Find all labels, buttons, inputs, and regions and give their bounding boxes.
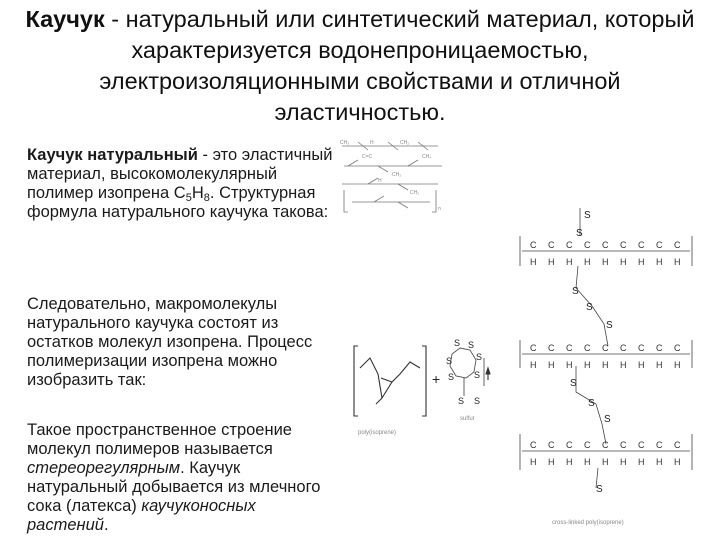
paragraph-natural-rubber — [27, 146, 337, 222]
para3-text3: . — [103, 516, 109, 534]
carbon-atom-label: C — [530, 240, 537, 250]
svg-text:CH₃: CH₃ — [340, 140, 350, 146]
svg-text:CH₂: CH₂ — [392, 172, 402, 178]
para1-text: - это эластичный материал, высокомолекулярный полимер изопрена С — [27, 146, 333, 202]
carbon-atom-label: C — [584, 440, 591, 450]
hydrogen-atom-label: H — [602, 257, 609, 267]
carbon-atom-label: C — [602, 240, 609, 250]
hydrogen-atom-label: H — [566, 360, 573, 370]
hydrogen-atom-label: H — [620, 457, 627, 467]
s8-s-5: S — [448, 372, 455, 382]
s8-s-2: S — [468, 340, 475, 350]
hydrogen-atom-label: H — [584, 457, 591, 467]
hydrogen-atom-label: H — [638, 257, 645, 267]
carbon-atom-label: C — [548, 240, 555, 250]
hydrogen-atom-label: H — [548, 457, 555, 467]
cl-s-top: S — [584, 210, 591, 221]
polymerization-scheme — [348, 338, 510, 438]
carbon-atom-label: C — [656, 240, 663, 250]
cl-s-a2: S — [586, 302, 593, 313]
hydrogen-atom-label: H — [674, 257, 681, 267]
hydrogen-atom-label: H — [620, 257, 627, 267]
heading-text: - натуральный или синтетический материал, который характеризуется водонепроницаемостью, электроизоляционными свойствами и отличной эластичностью. — [99, 6, 695, 125]
s8-s-8: S — [474, 396, 481, 406]
page-heading — [18, 4, 702, 128]
caption-polyisoprene: poly(isoprene) — [358, 430, 397, 436]
carbon-atom-label: C — [530, 440, 537, 450]
caption-sulfur: sulfur — [460, 416, 475, 422]
cl-s-a1: S — [572, 286, 579, 297]
carbon-atom-label: C — [620, 440, 627, 450]
carbon-atom-label: C — [656, 343, 663, 353]
cross-linked-drawing — [508, 206, 716, 536]
carbon-atom-label: C — [602, 343, 609, 353]
carbon-atom-label: C — [548, 440, 555, 450]
heading-term: Каучук — [25, 6, 105, 32]
para1-term: Каучук натуральный — [27, 146, 198, 164]
hydrogen-atom-label: H — [548, 360, 555, 370]
structural-formula-figure — [338, 136, 448, 218]
paragraph-stereoregular — [27, 421, 337, 535]
carbon-atom-label: C — [566, 240, 573, 250]
carbon-atom-label: C — [566, 440, 573, 450]
hydrogen-atom-label: H — [674, 360, 681, 370]
carbon-atom-label: C — [530, 343, 537, 353]
s8-s-7: S — [458, 396, 465, 406]
hydrogen-atom-label: H — [674, 457, 681, 467]
para2-text: Следовательно, макромолекулы натурального каучука состоят из остатков молекул изопрена. Процесс полимеризации изопрена можно изобразить так: — [27, 295, 313, 389]
hydrogen-atom-label: H — [566, 257, 573, 267]
s8-s-4: S — [446, 356, 453, 366]
hydrogen-atom-label: H — [656, 257, 663, 267]
svg-text:CH₂: CH₂ — [410, 190, 420, 196]
carbon-atom-label: C — [584, 343, 591, 353]
carbon-atom-label: C — [638, 440, 645, 450]
cross-linked-figure — [508, 206, 716, 536]
svg-text:CH₂: CH₂ — [400, 140, 410, 146]
s8-s-3: S — [476, 352, 483, 362]
hydrogen-atom-label: H — [638, 360, 645, 370]
svg-text:H: H — [370, 140, 374, 146]
hydrogen-atom-label: H — [530, 457, 537, 467]
carbon-atom-label: C — [638, 343, 645, 353]
paragraph-macromolecules — [27, 295, 337, 390]
svg-text:n: n — [438, 206, 441, 212]
hydrogen-atom-label: H — [602, 457, 609, 467]
cl-s-b1: S — [570, 378, 577, 389]
carbon-atom-label: C — [674, 240, 681, 250]
formula-h: Н — [191, 184, 204, 202]
hydrogen-atom-label: H — [548, 257, 555, 267]
hydrogen-atom-label: H — [530, 360, 537, 370]
structural-formula-drawing — [338, 136, 448, 218]
caption-cross-linked: cross-linked poly(isoprene) — [552, 520, 624, 526]
para3-italic-plants: каучуконосных растений — [27, 497, 256, 534]
carbon-atom-label: C — [566, 343, 573, 353]
svg-text:C=C: C=C — [362, 154, 373, 160]
s8-s-1: S — [454, 338, 461, 348]
formula-sub-8: 8 — [203, 192, 210, 204]
hydrogen-atom-label: H — [638, 457, 645, 467]
hydrogen-atom-label: H — [656, 457, 663, 467]
carbon-atom-label: C — [638, 240, 645, 250]
hydrogen-atom-label: H — [584, 360, 591, 370]
svg-text:H: H — [378, 178, 382, 184]
carbon-atom-label: C — [620, 240, 627, 250]
hydrogen-atom-label: H — [530, 257, 537, 267]
carbon-atom-label: C — [674, 343, 681, 353]
cl-s-b3: S — [604, 414, 611, 425]
cl-s-top2: S — [576, 228, 583, 239]
s8-s-6: S — [474, 370, 481, 380]
polymerization-drawing — [348, 338, 510, 438]
carbon-atom-label: C — [584, 240, 591, 250]
carbon-atom-label: C — [548, 343, 555, 353]
cl-s-b2: S — [588, 398, 595, 409]
cl-s-c1: S — [596, 484, 603, 495]
para3-text2: . Каучук натуральный добывается из млечного сока (латекса) — [27, 459, 321, 515]
plus-sign: + — [432, 371, 441, 387]
hydrogen-atom-label: H — [656, 360, 663, 370]
hydrogen-atom-label: H — [566, 457, 573, 467]
hydrogen-atom-label: H — [584, 257, 591, 267]
para1-text-after: . Структурная формула натурального каучука такова: — [27, 184, 329, 221]
hydrogen-atom-label: H — [620, 360, 627, 370]
carbon-atom-label: C — [656, 440, 663, 450]
formula-sub-5: 5 — [185, 192, 192, 204]
carbon-atom-label: C — [620, 343, 627, 353]
para3-italic-stereoregular: стереорегулярным — [27, 459, 181, 477]
svg-text:CH₃: CH₃ — [422, 154, 432, 160]
carbon-atom-label: C — [674, 440, 681, 450]
carbon-atom-label: C — [602, 440, 609, 450]
hydrogen-atom-label: H — [602, 360, 609, 370]
para3-text1: Такое пространственное строение молекул полимеров называется — [27, 421, 292, 458]
cl-s-a3: S — [606, 320, 613, 331]
